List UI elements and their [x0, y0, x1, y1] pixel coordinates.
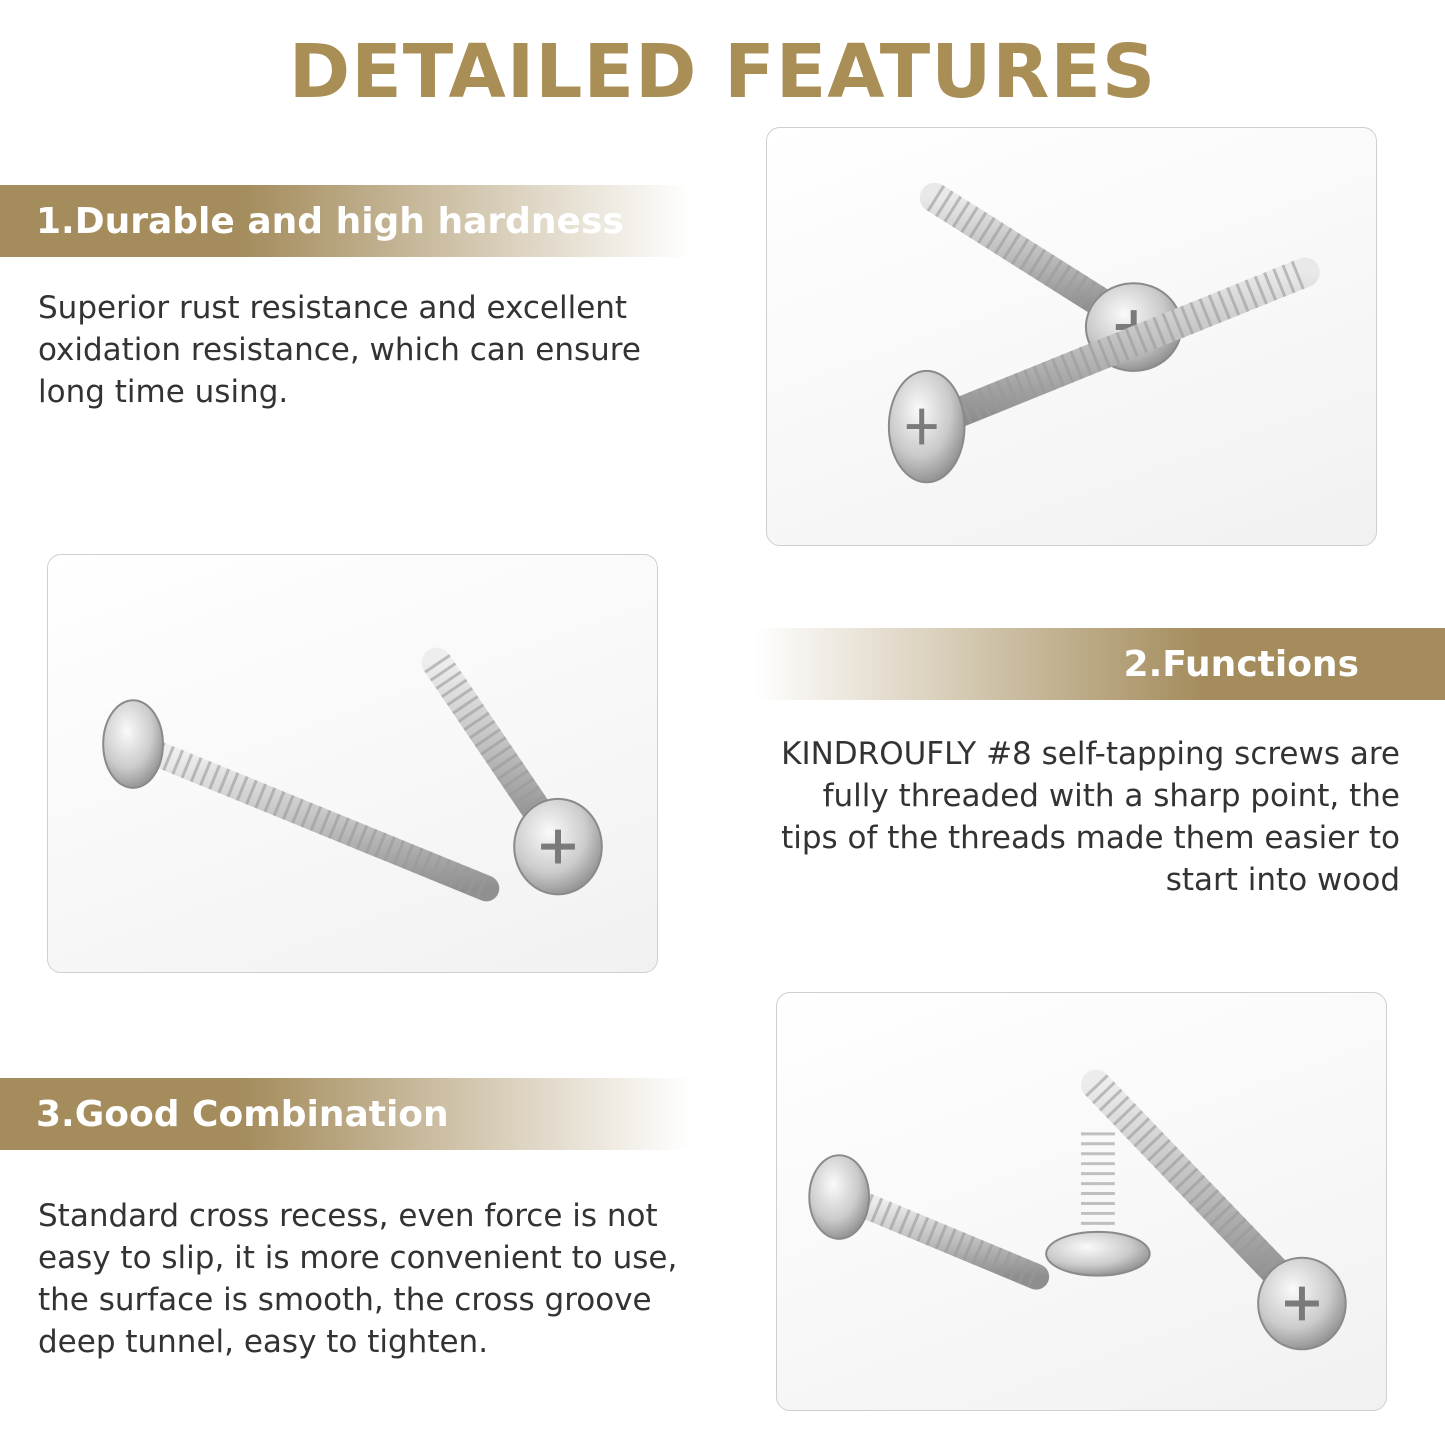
- feature-1-heading: 1.Durable and high hardness: [36, 200, 624, 242]
- feature-3-heading: 3.Good Combination: [36, 1093, 449, 1135]
- feature-1-photo: [766, 127, 1377, 546]
- feature-2-heading: 2.Functions: [1123, 643, 1359, 685]
- screws-three-icon: [777, 993, 1386, 1410]
- feature-1-heading-band: [0, 185, 690, 257]
- feature-2-description: KINDROUFLY #8 self-tapping screws are fully threaded with a sharp point, the tips of the threads made them easier to start into wood: [781, 736, 1400, 898]
- feature-2-heading-band: [755, 628, 1445, 700]
- screw-standing: [1046, 1132, 1150, 1275]
- screws-pair-parallel-icon: [48, 555, 657, 972]
- page-title: DETAILED FEATURES: [288, 29, 1157, 115]
- screw-short-left: [809, 1155, 1036, 1276]
- feature-3-heading-band: [0, 1078, 690, 1150]
- screw-upright: [437, 662, 602, 894]
- screw-long-right: [1096, 1085, 1346, 1350]
- screw-long: [103, 700, 486, 888]
- feature-2-photo: [47, 554, 658, 973]
- feature-3-description: Standard cross recess, even force is not easy to slip, it is more convenient to use, the surface is smooth, the cross groove deep tunnel, easy to tighten.: [38, 1198, 678, 1360]
- feature-1-description: Superior rust resistance and excellent oxidation resistance, which can ensure long time using.: [38, 290, 641, 410]
- feature-3-photo: [776, 992, 1387, 1411]
- screws-pair-crossed-icon: [767, 128, 1376, 545]
